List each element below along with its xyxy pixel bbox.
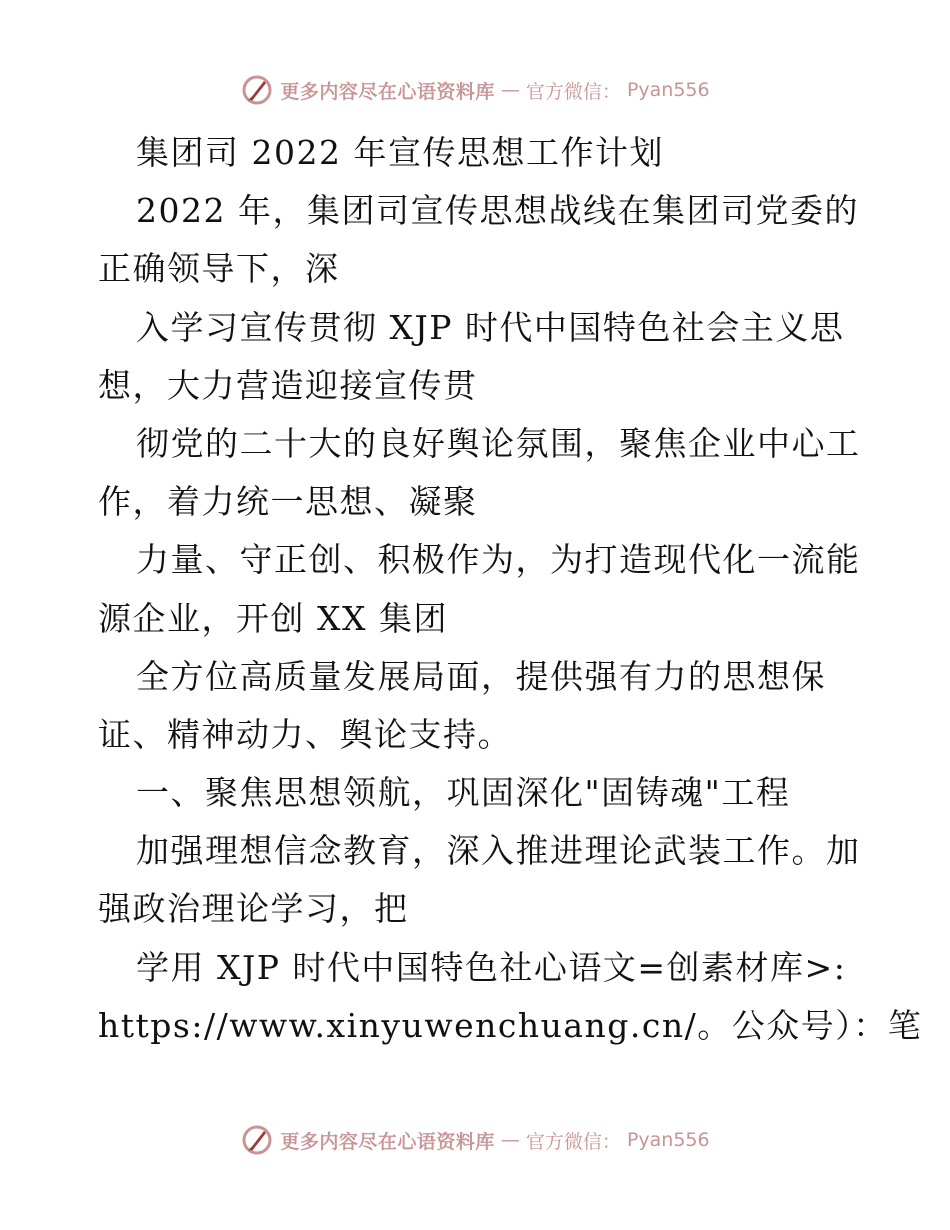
- watermark-account: Pyan556: [626, 79, 710, 101]
- paragraph-line: 彻党的二十大的良好舆论氛围，聚焦企业中心工: [136, 423, 861, 463]
- watermark-account: Pyan556: [626, 1129, 710, 1151]
- paragraph-line: 加强理想信念教育，深入推进理论武装工作。加: [136, 831, 861, 871]
- paragraph-line: 证、精神动力、舆论支持。: [98, 714, 512, 754]
- watermark-dash: —: [500, 1129, 520, 1151]
- paragraph-line: 源企业，开创 XX 集团: [98, 598, 448, 638]
- document-title: 集团司 2022 年宣传思想工作计划: [136, 133, 664, 172]
- watermark-main-text: 更多内容尽在心语资料库: [280, 80, 495, 103]
- quill-pen-logo-icon: [240, 73, 274, 107]
- watermark-main-text: 更多内容尽在心语资料库: [280, 1130, 495, 1153]
- paragraph-line: https://www.xinyuwenchuang.cn/。公众号）：笔: [98, 1005, 923, 1045]
- document-body: [98, 124, 923, 1055]
- watermark-contact-label: 官方微信：: [525, 1130, 621, 1153]
- paragraph-line: 力量、守正创、积极作为，为打造现代化一流能: [136, 540, 861, 580]
- quill-pen-logo-icon: [240, 1123, 274, 1157]
- paragraph-line: 作，着力统一思想、凝聚: [98, 482, 478, 522]
- header-watermark: [0, 68, 950, 112]
- watermark-dash: —: [500, 79, 520, 101]
- paragraph-line: 正确领导下，深: [98, 249, 340, 289]
- section-heading: 一、聚焦思想领航，巩固深化"固铸魂"工程: [136, 773, 791, 813]
- paragraph-line: 学用 XJP 时代中国特色社心语文=创素材库>:: [136, 947, 847, 987]
- footer-watermark: [0, 1118, 950, 1162]
- paragraph-line: 强政治理论学习，把: [98, 889, 409, 929]
- paragraph-line: 全方位高质量发展局面，提供强有力的思想保: [136, 656, 826, 696]
- paragraph-line: 入学习宣传贯彻 XJP 时代中国特色社会主义思: [136, 307, 845, 347]
- paragraph-line: 想，大力营造迎接宣传贯: [98, 365, 478, 405]
- paragraph-line: 2022 年，集团司宣传思想战线在集团司党委的: [136, 191, 859, 231]
- watermark-contact-label: 官方微信：: [525, 80, 621, 103]
